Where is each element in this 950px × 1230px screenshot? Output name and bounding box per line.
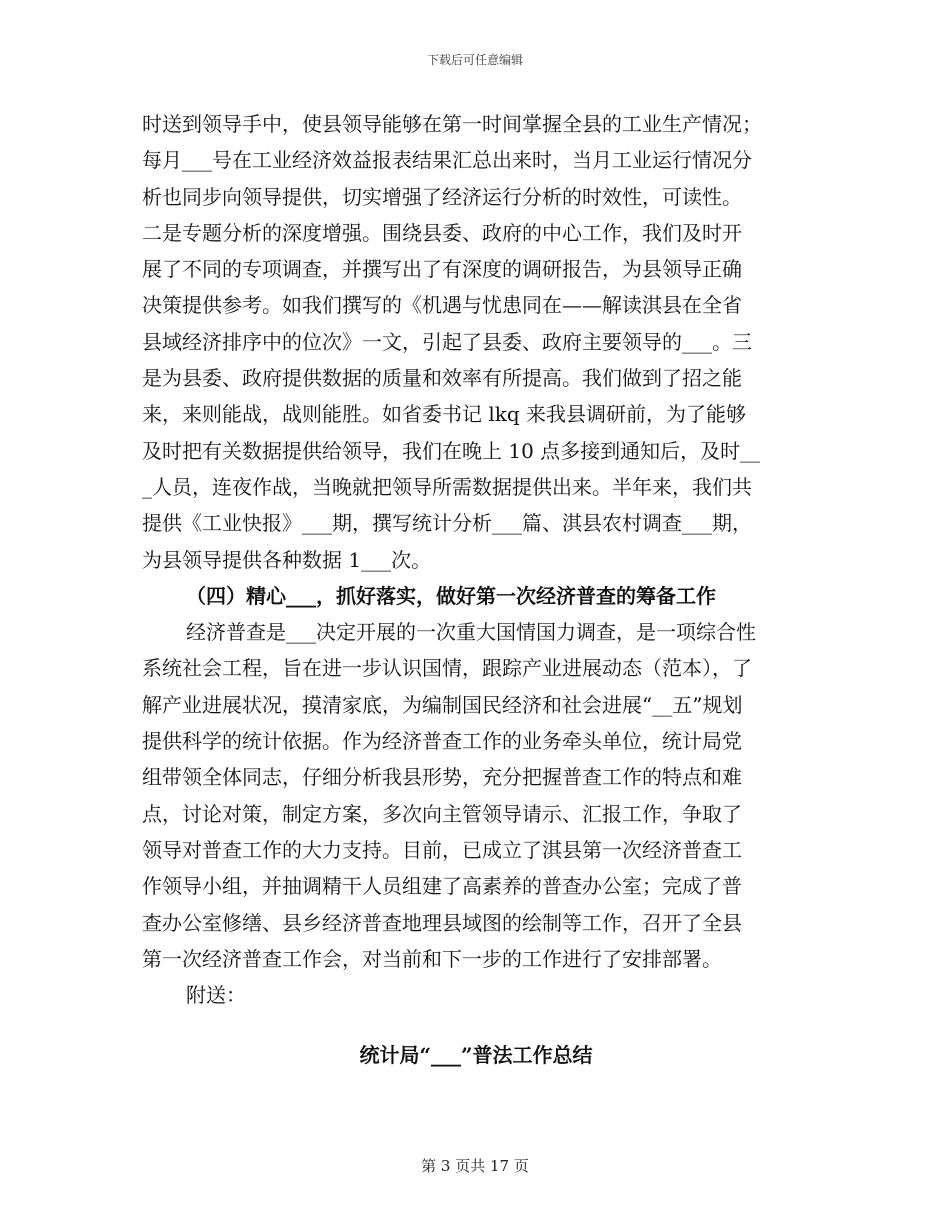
paragraph-line: 析也同步向领导提供，切实增强了经济运行分析的时效性，可读性。 xyxy=(142,184,742,209)
paragraph-line: 提供《工业快报》___期，撰写统计分析___篇、淇县农村调查___期， xyxy=(142,511,752,536)
paragraph-line: 系统社会工程，旨在进一步认识国情，跟踪产业进展动态（范本），了 xyxy=(142,656,752,681)
paragraph-line: 查办公室修缮、县乡经济普查地理县域图的绘制等工作，召开了全县 xyxy=(142,910,742,935)
paragraph-line: 作领导小组，并抽调精干人员组建了高素养的普查办公室；完成了普 xyxy=(142,874,742,899)
document-body xyxy=(142,106,810,1074)
paragraph-line: 点，讨论对策，制定方案，多次向主管领导请示、汇报工作，争取了 xyxy=(142,801,742,826)
paragraph-line: 组带领全体同志，仔细分析我县形势，充分把握普查工作的特点和难 xyxy=(142,765,742,790)
paragraph-line: 县域经济排序中的位次》一文，引起了县委、政府主要领导的___。三 xyxy=(142,329,752,354)
paragraph-line: 领导对普查工作的大力支持。目前，已成立了淇县第一次经济普查工 xyxy=(142,837,742,862)
paragraph-line: 第一次经济普查工作会，对当前和下一步的工作进行了安排部署。 xyxy=(142,946,722,971)
paragraph-line: 解产业进展状况，摸清家底，为编制国民经济和社会进展“__五”规划 xyxy=(142,692,743,717)
section-heading: （四）精心___，抓好落实，做好第一次经济普查的筹备工作 xyxy=(186,583,716,608)
spacer xyxy=(142,1013,810,1033)
paragraph-line: 展了不同的专项调查，并撰写出了有深度的调研报告，为县领导正确 xyxy=(142,257,742,282)
next-document-title: 统计局“___”普法工作总结 xyxy=(359,1043,593,1068)
attachment-label: 附送： xyxy=(186,983,246,1008)
paragraph-line: 决策提供参考。如我们撰写的《机遇与忧患同在——解读淇县在全省 xyxy=(142,293,742,318)
paragraph-line: 时送到领导手中，使县领导能够在第一时间掌握全县的工业生产情况； xyxy=(142,112,762,136)
paragraph-line: 提供科学的统计依据。作为经济普查工作的业务牵头单位，统计局党 xyxy=(142,729,742,754)
page-number: 第 3 页共 17 页 xyxy=(421,1157,529,1175)
paragraph-line: 是为县委、政府提供数据的质量和效率有所提高。我们做到了招之能 xyxy=(142,366,742,391)
paragraph-line: 经济普查是___决定开展的一次重大国情国力调查，是一项综合性 xyxy=(186,620,756,645)
paragraph-line: 二是专题分析的深度增强。围绕县委、政府的中心工作，我们及时开 xyxy=(142,220,742,245)
paragraph-line: 为县领导提供各种数据 1___次。 xyxy=(142,547,432,572)
page-header: 下载后可任意编辑 xyxy=(426,53,523,67)
paragraph-line: 及时把有关数据提供给领导，我们在晚上 10 点多接到通知后，及时__ xyxy=(142,438,761,463)
paragraph-line: 每月___号在工业经济效益报表结果汇总出来时，当月工业运行情况分 xyxy=(142,148,752,173)
paragraph-line: _人员，连夜作战，当晚就把领导所需数据提供出来。半年来，我们共 xyxy=(142,474,752,499)
paragraph-line: 来，来则能战，战则能胜。如省委书记 lkq 来我县调研前，为了能够 xyxy=(142,402,747,427)
